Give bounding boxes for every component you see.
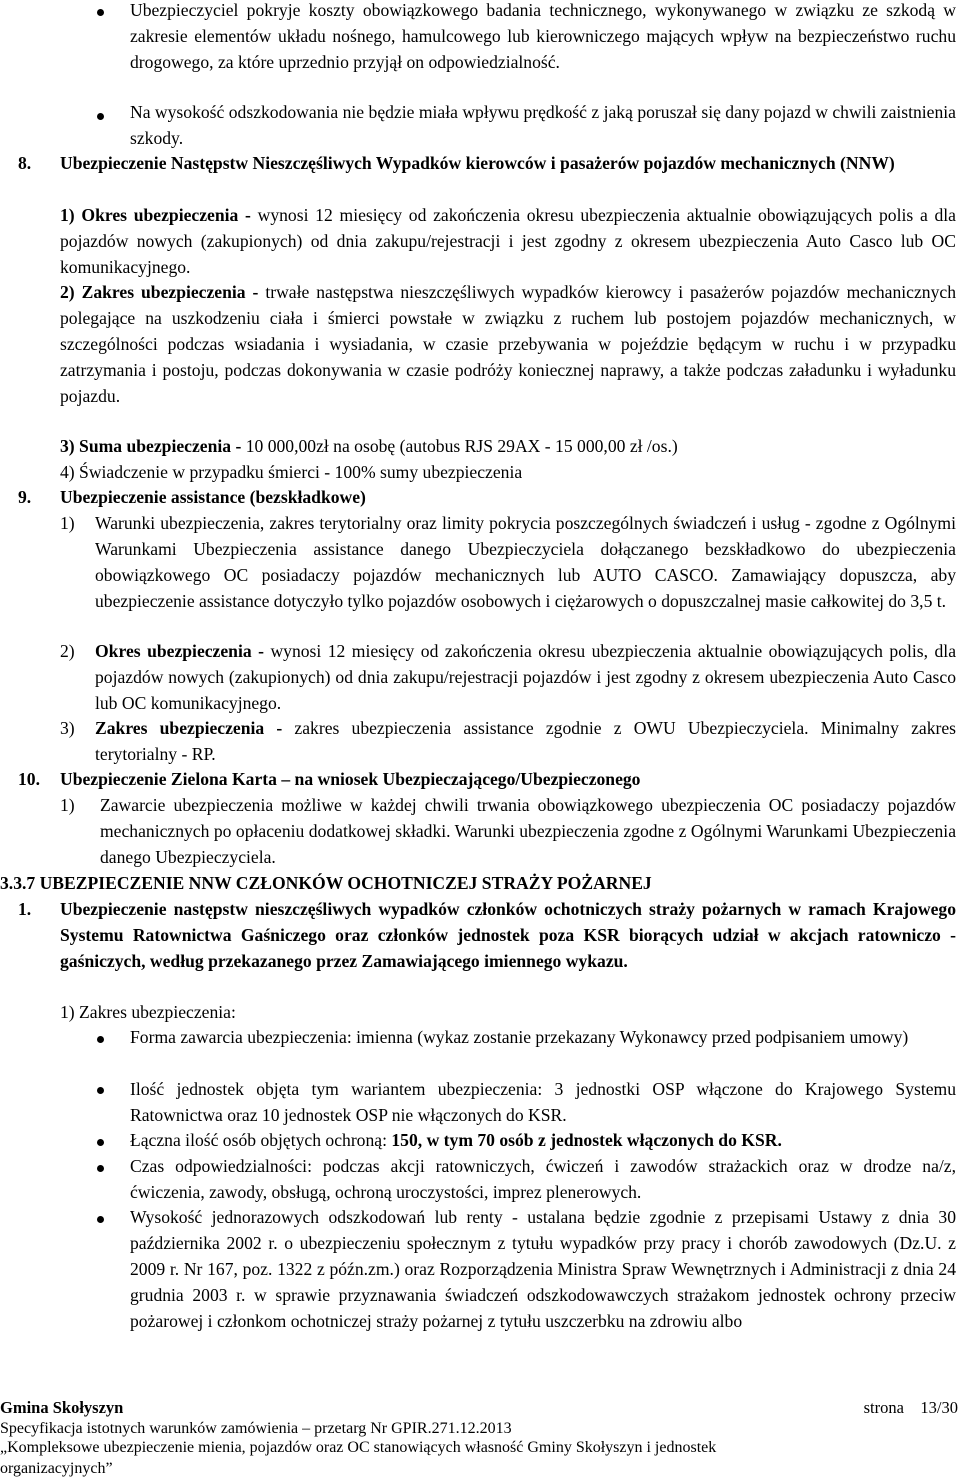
item-label: Okres ubezpieczenia - (95, 641, 264, 661)
section-337-sub1: 1) Zakres ubezpieczenia: (60, 1002, 236, 1022)
footer-page-value: 13/30 (920, 1398, 958, 1417)
item-text: zakres ubezpieczenia assistance zgodnie z OWU Ubezpieczyciela. Minimalny zakres terytorialny - RP. (95, 718, 957, 764)
section-9-item-3-number: 3) (60, 718, 75, 738)
footer-page-label: strona (863, 1398, 904, 1417)
item-label: 2) Zakres ubezpieczenia - (60, 282, 259, 302)
section-9-heading: Ubezpieczenie assistance (bezskładkowe) (60, 487, 366, 507)
section-10-item-1: Zawarcie ubezpieczenia możliwe w każdej chwili trwania obowiązkowego ubezpieczenia OC posiadaczy pojazdów mechanicznych po opłaceniu dodatkowej składki. Warunki ubezpieczenia zgodne z Ogólnymi Warunkami Ubezpieczenia danego Ubezpieczyciela. (100, 795, 956, 867)
item-text: trwałe następstwa nieszczęśliwych wypadków kierowcy i pasażerów pojazdów mechanicznych polegające na uszkodzeniu ciała i śmierci powstałe w związku z ruchem lub postojem pojazdów mechanicznych, w szczególności podczas wsiadania i wysiadania, w czasie przebywania w pojeździe będącym w ruchu i w przypadku zatrzymania i postoju, podczas dokonywania w czasie podróży koniecznej naprawy, a także podczas załadunku i wyładunku pojazdu. (60, 282, 956, 406)
item-text: 10 000,00zł na osobę (autobus RJS 29AX - 15 000,00 zł /os.) (241, 436, 678, 456)
bullet-icon (97, 1165, 104, 1172)
section-10-item-1-number: 1) (60, 795, 75, 815)
section-337-bullet-2: Ilość jednostek objęta tym wariantem ubezpieczenia: 3 jednostki OSP włączone do Krajowego Systemu Ratownictwa oraz 10 jednostek OSP nie włączonych do KSR. (130, 1079, 956, 1125)
section-337-p1: Ubezpieczenie następstw nieszczęśliwych wypadków członków ochotniczych straży pożarnych w ramach Krajowego Systemu Ratownictwa Gaśniczego oraz członków jednostek poza KSR biorących udział w akcjach ratowniczo - gaśniczych, według przekazanego przez Zamawiającego imiennego wykazu. (60, 899, 956, 971)
section-8-number: 8. (18, 153, 32, 173)
section-337-bullet-4: Wysokość jednorazowych odszkodowań lub renty - ustalana będzie zgodnie z przepisami Ustawy z dnia 30 października 2002 r. o ubezpieczeniu społecznym z tytułu wypadków przy pracy i chorób zawodowych (Dz.U. z 2009 r. Nr 167, poz. 1322 z późn.zm.) oraz Rozporządzenia Ministra Spraw Wewnętrznych i Administracji z dnia 24 grudnia 2003 r. w sprawie przyznawania świadczeń odszkodowawczych strażakom jednostek ochrony przeciw pożarowej i członkom ochotniczej straży pożarnej z tytułu uszczerbku na zdrowiu albo (130, 1207, 956, 1331)
section-8-heading (60, 151, 956, 177)
section-9-item-1: Warunki ubezpieczenia, zakres terytorialny oraz limity pokrycia poszczególnych świadczeń i usług - zgodne z Ogólnymi Warunkami Ubezpieczenia assistance danego Ubezpieczyciela dołączanego bezskładkowo do ubezpieczenia obowiązkowego OC posiadaczy pojazdów mechanicznych lub AUTO CASCO. Zamawiający dopuszcza, aby ubezpieczenie assistance dotyczyło tylko pojazdów osobowych i ciężarowych o dopuszczalnej masie całkowitej do 3,5 t. (95, 513, 956, 611)
section-8-item-2 (60, 280, 956, 410)
bullet-icon (97, 1036, 104, 1043)
section-10-number: 10. (18, 769, 40, 789)
section-8-heading-text: Ubezpieczenie Następstw Nieszczęśliwych Wypadków kierowców i pasażerów pojazdów mechanicznych (NNW) (60, 153, 895, 173)
bullet-icon (97, 9, 104, 16)
section-9-item-1-number: 1) (60, 513, 75, 533)
section-10-heading: Ubezpieczenie Zielona Karta – na wniosek Ubezpieczającego/Ubezpieczonego (60, 769, 641, 789)
footer-title-line: „Kompleksowe ubezpieczenie mienia, pojazdów oraz OC stanowiących własność Gminy Skołyszyn i jednostek organizacyjnych” (0, 1439, 717, 1477)
item-text: wynosi 12 miesięcy od zakończenia okresu ubezpieczenia aktualnie obowiązujących polis a dla pojazdów nowych (zakupionych) od dnia zakupu/rejestracji i jest zgodny z okresem ubezpieczenia Auto Casco lub OC komunikacyjnego. (60, 205, 956, 277)
footer-page-number (864, 1395, 958, 1421)
bullet-text-2: Na wysokość odszkodowania nie będzie miała wpływu prędkość z jaką poruszał się dany pojazd w chwili zaistnienia szkody. (130, 102, 956, 148)
bullet-icon (97, 113, 104, 120)
section-337-bullet-3: Czas odpowiedzialności: podczas akcji ratowniczych, ćwiczeń i zawodów strażackich oraz w drodze na/z, ćwiczenia, zawody, obsługą, ochroną uroczystości, imprez plenerowych. (130, 1156, 956, 1202)
section-8-item-1 (60, 203, 956, 281)
item-label: 1) Okres ubezpieczenia - (60, 205, 251, 225)
bullet-total-value: 150, w tym 70 osób z jednostek włączonych do KSR. (391, 1130, 782, 1150)
section-8-item-3 (60, 434, 956, 460)
section-337-heading: 3.3.7 UBEZPIECZENIE NNW CZŁONKÓW OCHOTNICZEJ STRAŻY POŻARNEJ (0, 873, 652, 893)
item-label: Zakres ubezpieczenia - (95, 718, 283, 738)
section-9-item-2 (95, 639, 956, 717)
section-8-item-4: 4) Świadczenie w przypadku śmierci - 100% sumy ubezpieczenia (60, 462, 523, 482)
section-9-item-2-number: 2) (60, 641, 75, 661)
bullet-icon (97, 1087, 104, 1094)
bullet-icon (97, 1139, 104, 1146)
footer-organization: Gmina Skołyszyn (0, 1398, 124, 1417)
section-337-bullet-1: Forma zawarcia ubezpieczenia: imienna (wykaz zostanie przekazany Wykonawcy przed podpisaniem umowy) (130, 1027, 909, 1047)
section-9-number: 9. (18, 487, 32, 507)
section-337-bullet-total (130, 1128, 956, 1154)
bullet-icon (97, 1216, 104, 1223)
item-label: 3) Suma ubezpieczenia - (60, 436, 242, 456)
bullet-total-label: Łączna ilość osób objętych ochroną: (130, 1130, 392, 1150)
bullet-text-1: Ubezpieczyciel pokryje koszty obowiązkowego badania technicznego, wykonywanego w związku ze szkodą w zakresie elementów układu nośnego, hamulcowego lub kierowniczego mających wpływ na bezpieczeństwo ruchu drogowego, za które uprzednio przyjął on odpowiedzialność. (130, 0, 956, 72)
footer-spec-line: Specyfikacja istotnych warunków zamówienia – przetarg Nr GPIR.271.12.2013 (0, 1420, 512, 1437)
section-337-p1-number: 1. (18, 899, 32, 919)
item-text: wynosi 12 miesięcy od zakończenia okresu ubezpieczenia aktualnie obowiązujących polis, dla pojazdów nowych (zakupionych) od dnia zakupu/rejestracji pojazdów i jest zgodny z okresem ubezpieczenia Auto Casco lub OC komunikacyjnego. (95, 641, 957, 713)
section-9-item-3 (95, 716, 956, 768)
